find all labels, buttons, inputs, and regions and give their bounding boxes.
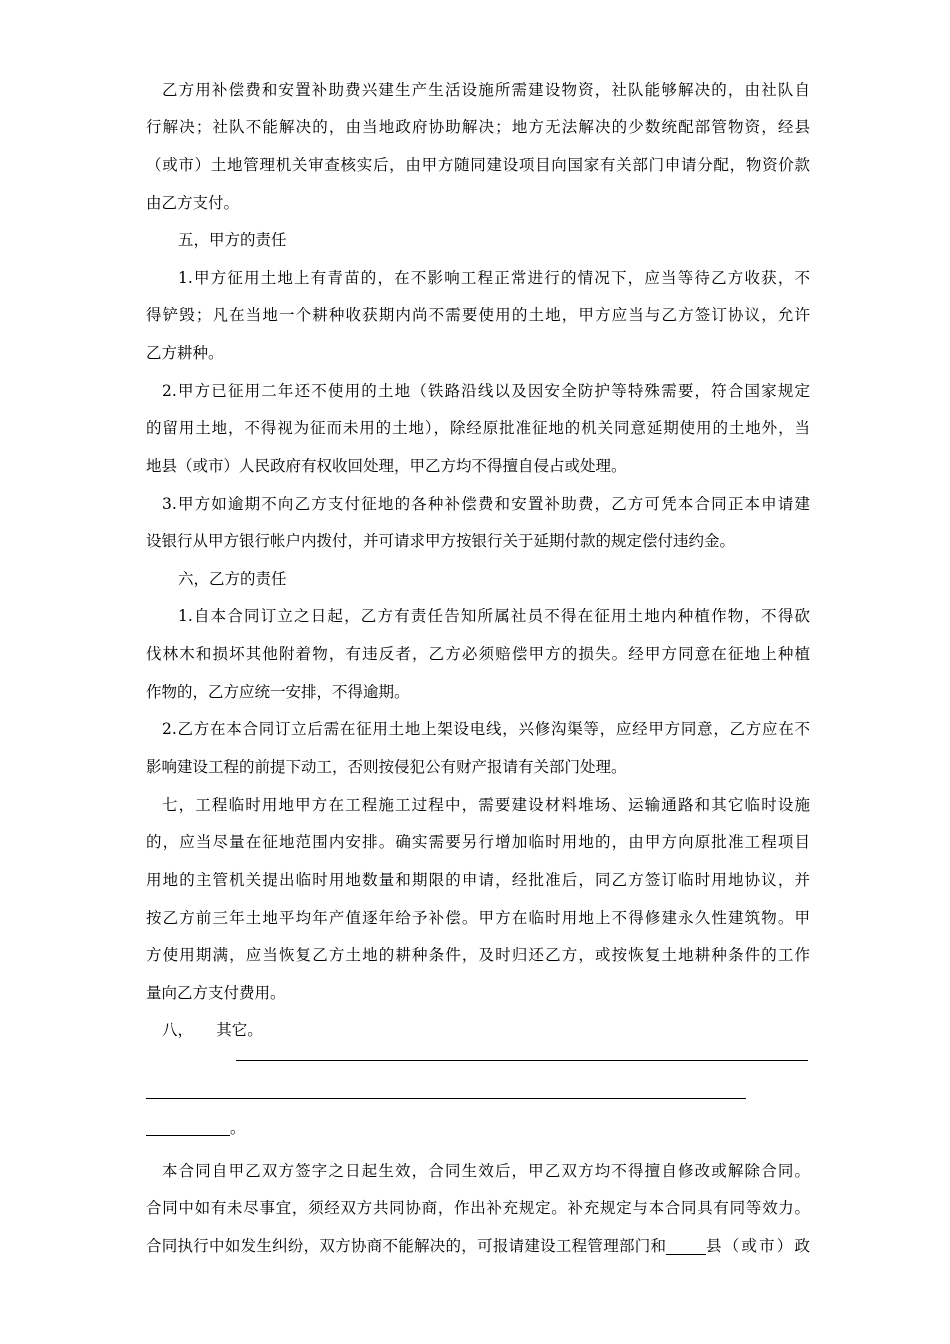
text-line: 合同执行中如发生纠纷，双方协商不能解决的，可报请建设工程管理部门和 xyxy=(146,1237,666,1255)
blank-line xyxy=(146,1098,746,1099)
text-line: 1.甲方征用土地上有青苗的，在不影响工程正常进行的情况下，应当等待乙方收获，不 xyxy=(178,269,810,287)
text-line: 行解决；社队不能解决的，由当地政府协助解决；地方无法解决的少数统配部管物资，经县 xyxy=(146,118,810,136)
text-line: 地县（或市）人民政府有权收回处理，甲乙方均不得擅自侵占或处理。 xyxy=(146,457,627,475)
text-line: 3.甲方如逾期不向乙方支付征地的各种补偿费和安置补助费，乙方可凭本合同正本申请建 xyxy=(162,495,810,513)
text-line: （或市）土地管理机关审查核实后，由甲方随同建设项目向国家有关部门申请分配，物资价款 xyxy=(146,156,810,174)
text-line: 的留用土地，不得视为征而未用的土地），除经原批准征地的机关同意延期使用的土地外，当 xyxy=(146,419,810,437)
text-line: 县（或市）政 xyxy=(706,1237,810,1255)
text-line: 设银行从甲方银行帐户内拨付，并可请求甲方按银行关于延期付款的规定偿付违约金。 xyxy=(146,532,736,550)
text-line: 由乙方支付。 xyxy=(146,194,240,212)
text-line: 用地的主管机关提出临时用地数量和期限的申请，经批准后，同乙方签订临时用地协议，并 xyxy=(146,871,810,889)
text-line: 伐林木和损坏其他附着物，有违反者，乙方必须赔偿甲方的损失。经甲方同意在征地上种植 xyxy=(146,645,810,663)
text-line: 1.自本合同订立之日起，乙方有责任告知所属社员不得在征用土地内种植作物，不得砍 xyxy=(178,607,810,625)
text-line: 得铲毁；凡在当地一个耕种收获期内尚不需要使用的土地，甲方应当与乙方签订协议，允许 xyxy=(146,306,810,324)
text-line: 乙方用补偿费和安置补助费兴建生产生活设施所需建设物资，社队能够解决的，由社队自 xyxy=(162,81,810,99)
text-line: 2.乙方在本合同订立后需在征用土地上架设电线，兴修沟渠等，应经甲方同意，乙方应在不 xyxy=(162,720,810,738)
text-line: 本合同自甲乙双方签字之日起生效，合同生效后，甲乙双方均不得擅自修改或解除合同。 xyxy=(162,1162,810,1180)
text-line: 按乙方前三年土地平均年产值逐年给予补偿。甲方在临时用地上不得修建永久性建筑物。甲 xyxy=(146,909,810,927)
section-heading: 六，乙方的责任 xyxy=(178,570,287,588)
section-heading: 五，甲方的责任 xyxy=(178,231,287,249)
text-line: 七，工程临时用地甲方在工程施工过程中，需要建设材料堆场、运输通路和其它临时设施 xyxy=(162,796,810,814)
text-line: 方使用期满，应当恢复乙方土地的耕种条件，及时归还乙方，或按恢复土地耕种条件的工作 xyxy=(146,946,810,964)
text-line: 2.甲方已征用二年还不使用的土地（铁路沿线以及因安全防护等特殊需要，符合国家规定 xyxy=(162,382,810,400)
text-line: 量向乙方支付费用。 xyxy=(146,984,286,1002)
section-heading: 八， 其它。 xyxy=(162,1021,263,1039)
text-line: 作物的，乙方应统一安排，不得逾期。 xyxy=(146,683,410,701)
blank-line xyxy=(236,1060,808,1061)
blank-line xyxy=(666,1254,706,1255)
text-line: 影响建设工程的前提下动工，否则按侵犯公有财产报请有关部门处理。 xyxy=(146,758,627,776)
text-line: 。 xyxy=(230,1119,246,1137)
text-line: 乙方耕种。 xyxy=(146,344,224,362)
text-line: 的，应当尽量在征地范围内安排。确实需要另行增加临时用地的，由甲方向原批准工程项目 xyxy=(146,833,810,851)
text-line: 合同中如有未尽事宜，须经双方共同协商，作出补充规定。补充规定与本合同具有同等效力。 xyxy=(146,1199,810,1217)
blank-line xyxy=(146,1135,230,1136)
